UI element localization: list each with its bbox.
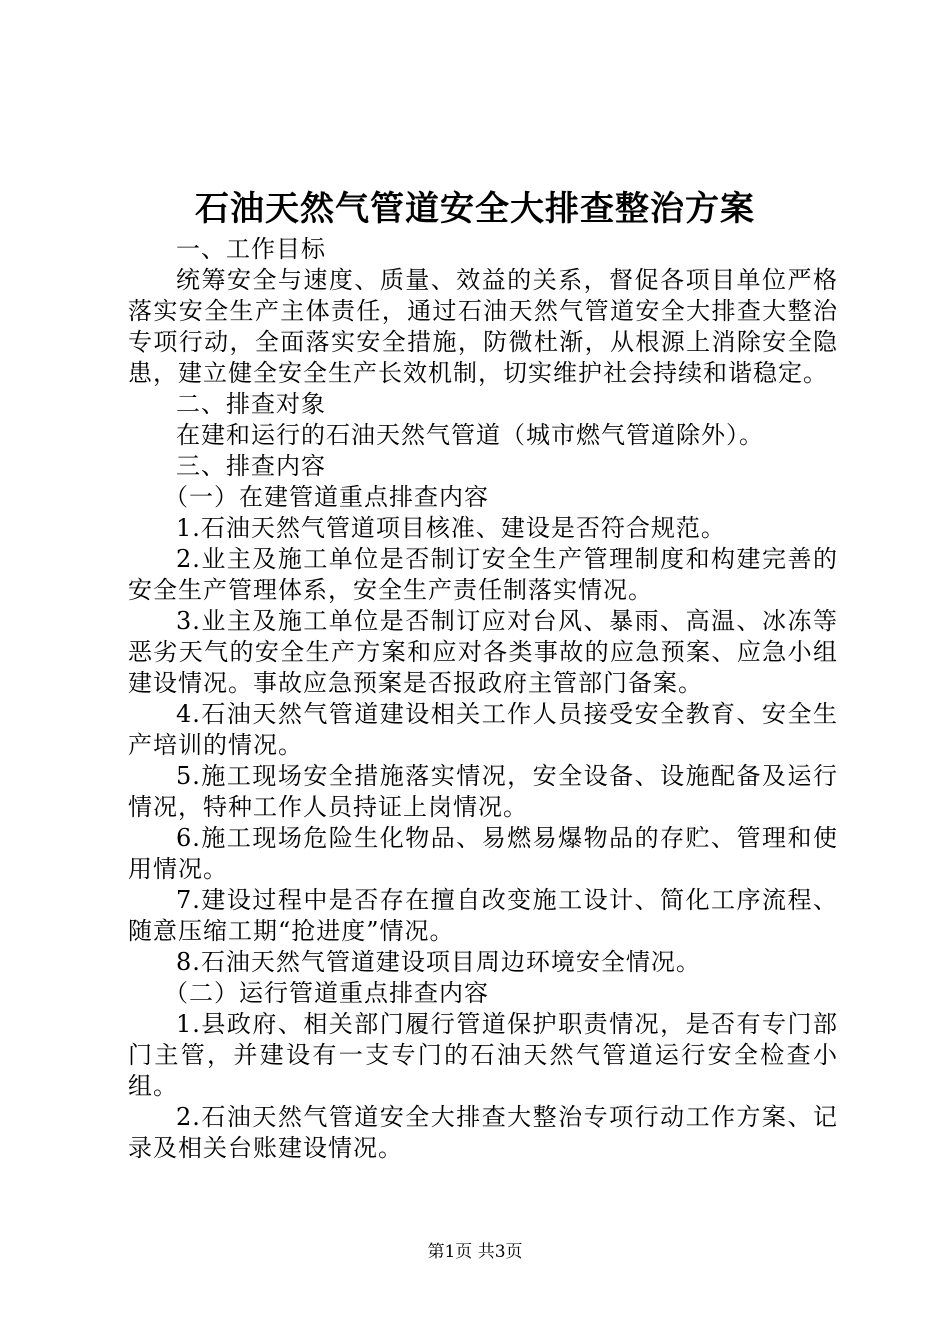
page-footer: 第1页 共3页	[427, 1242, 523, 1262]
section-heading-content: 三、排查内容	[176, 452, 326, 480]
list-item: 7.建设过程中是否存在擅自改变施工设计、简化工序流程、随意压缩工期“抢进度”情况。	[128, 886, 838, 945]
document-title: 石油天然气管道安全大排查整治方案	[195, 189, 755, 229]
list-item: 1.县政府、相关部门履行管道保护职责情况，是否有专门部门主管，并建设有一支专门的石油天然气管道运行安全检查小组。	[128, 1010, 838, 1100]
subsection-heading-construction: （一）在建管道重点排查内容	[164, 483, 489, 511]
paragraph-target: 在建和运行的石油天然气管道（城市燃气管道除外）。	[176, 421, 764, 449]
list-item: 1.石油天然气管道项目核准、建设是否符合规范。	[176, 514, 726, 542]
list-item: 8.石油天然气管道建设项目周边环境安全情况。	[176, 948, 701, 976]
document-body	[128, 234, 838, 1164]
section-heading-target: 二、排查对象	[176, 390, 326, 418]
list-item: 3.业主及施工单位是否制订应对台风、暴雨、高温、冰冻等恶劣天气的安全生产方案和应对各类事故的应急预案、应急小组建设情况。事故应急预案是否报政府主管部门备案。	[128, 607, 838, 697]
paragraph-goal: 统筹安全与速度、质量、效益的关系，督促各项目单位严格落实安全生产主体责任，通过石油天然气管道安全大排查大整治专项行动，全面落实安全措施，防微杜渐，从根源上消除安全隐患，建立健全安全生产长效机制，切实维护社会持续和谐稳定。	[128, 266, 838, 387]
section-heading-goal: 一、工作目标	[176, 235, 326, 263]
subsection-heading-operation: （二）运行管道重点排查内容	[164, 979, 489, 1007]
list-item: 2.石油天然气管道安全大排查大整治专项行动工作方案、记录及相关台账建设情况。	[128, 1103, 838, 1162]
list-item: 2.业主及施工单位是否制订安全生产管理制度和构建完善的安全生产管理体系，安全生产责任制落实情况。	[128, 545, 838, 604]
list-item: 4.石油天然气管道建设相关工作人员接受安全教育、安全生产培训的情况。	[128, 700, 838, 759]
list-item: 5.施工现场安全措施落实情况，安全设备、设施配备及运行情况，特种工作人员持证上岗情况。	[128, 762, 838, 821]
list-item: 6.施工现场危险生化物品、易燃易爆物品的存贮、管理和使用情况。	[128, 824, 838, 883]
